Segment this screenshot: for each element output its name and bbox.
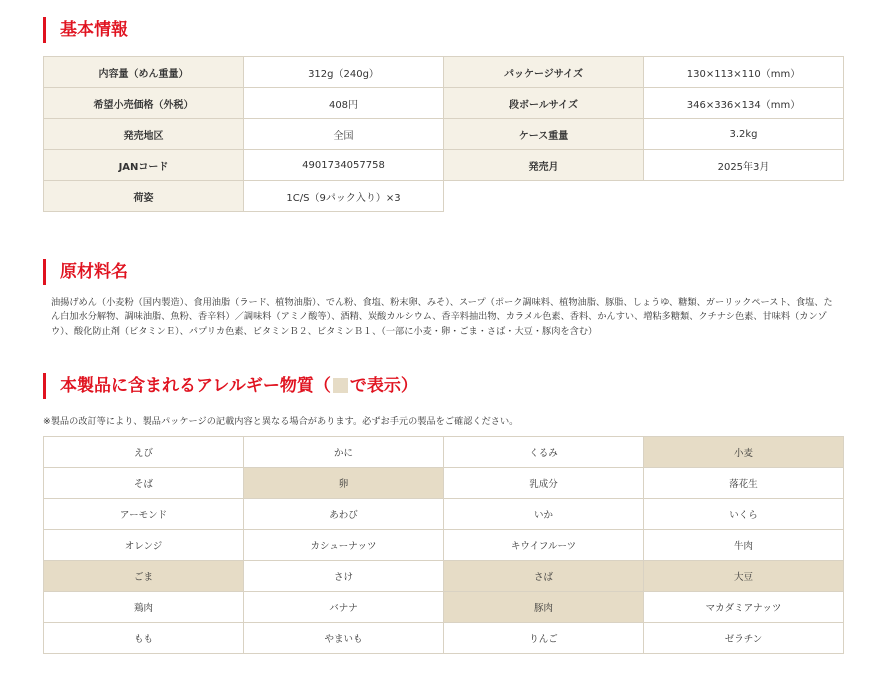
info-row-region	[44, 119, 444, 150]
allergen-row	[44, 437, 844, 468]
allergen-row	[44, 561, 844, 592]
allergen-cell: カシューナッツ	[244, 530, 444, 561]
info-label: パッケージサイズ	[444, 57, 644, 88]
allergen-cell: もも	[44, 623, 244, 654]
basic-info-heading: 基本情報	[43, 17, 128, 43]
allergen-cell: いか	[444, 499, 644, 530]
info-value: 全国	[244, 119, 444, 150]
allergen-cell: 小麦	[644, 437, 844, 468]
info-row-release-month	[444, 150, 844, 181]
allergen-table	[43, 436, 844, 654]
info-row-case-weight	[444, 119, 844, 150]
allergen-cell: かに	[244, 437, 444, 468]
info-label: ケース重量	[444, 119, 644, 150]
info-row-jan-code	[44, 150, 444, 181]
allergen-cell: さけ	[244, 561, 444, 592]
info-value: 130×113×110（mm）	[644, 57, 844, 88]
allergen-cell: 大豆	[644, 561, 844, 592]
highlight-swatch	[333, 378, 348, 393]
allergen-cell: キウイフルーツ	[444, 530, 644, 561]
basic-info-table-left	[43, 56, 444, 212]
allergen-cell: ごま	[44, 561, 244, 592]
allergen-cell: アーモンド	[44, 499, 244, 530]
allergen-cell: やまいも	[244, 623, 444, 654]
basic-info-grid	[43, 56, 843, 212]
info-label: 希望小売価格（外税）	[44, 88, 244, 119]
allergen-row	[44, 499, 844, 530]
allergen-row	[44, 592, 844, 623]
allergen-cell: くるみ	[444, 437, 644, 468]
info-value: 1C/S（9パック入り）×3	[244, 181, 444, 212]
revision-note: ※製品の改訂等により、製品パッケージの記載内容と異なる場合があります。必ずお手元の製品をご確認ください。	[43, 416, 519, 427]
allergen-cell: ゼラチン	[644, 623, 844, 654]
allergen-heading-suffix: で表示）	[349, 376, 418, 396]
info-row-carton-size	[444, 88, 844, 119]
allergen-cell: えび	[44, 437, 244, 468]
allergen-heading	[43, 373, 418, 399]
info-label: 発売地区	[44, 119, 244, 150]
ingredients-heading: 原材料名	[43, 259, 128, 285]
allergen-cell: あわび	[244, 499, 444, 530]
allergen-cell: さば	[444, 561, 644, 592]
allergen-row	[44, 530, 844, 561]
info-value: 4901734057758	[244, 150, 444, 181]
allergen-cell: 卵	[244, 468, 444, 499]
allergen-cell: 乳成分	[444, 468, 644, 499]
info-row-packing	[44, 181, 444, 212]
allergen-row	[44, 623, 844, 654]
allergen-heading-text: 本製品に含まれるアレルギー物質（	[60, 376, 331, 396]
info-label: 荷姿	[44, 181, 244, 212]
info-row-price	[44, 88, 444, 119]
info-value: 312g（240g）	[244, 57, 444, 88]
allergen-row	[44, 468, 844, 499]
info-value: 2025年3月	[644, 150, 844, 181]
ingredients-text: 油揚げめん（小麦粉（国内製造）、食用油脂（ラード、植物油脂）、でん粉、食塩、粉末卵、みそ）、スープ（ポーク調味料、植物油脂、豚脂、しょうゆ、糖類、ガーリックペースト、食塩、たん白加水分解物、調味油脂、魚粉、香辛料）／調味料（アミノ酸等）、酒精、炭酸カルシウム、香辛料抽出物、カラメル色素、香料、かんすい、増粘多糖類、クチナシ色素、甘味料（カンゾウ）、酸化防止剤（ビタミンＥ）、パプリカ色素、ビタミンＢ２、ビタミンＢ１、（一部に小麦・卵・ごま・さば・大豆・豚肉を含む）	[51, 297, 833, 337]
info-label: 段ボールサイズ	[444, 88, 644, 119]
info-value: 3.2kg	[644, 119, 844, 150]
allergen-cell: 豚肉	[444, 592, 644, 623]
allergen-cell: 鶏肉	[44, 592, 244, 623]
allergen-cell: そば	[44, 468, 244, 499]
info-row-content-weight	[44, 57, 444, 88]
info-label: JANコード	[44, 150, 244, 181]
allergen-cell: 落花生	[644, 468, 844, 499]
info-label: 発売月	[444, 150, 644, 181]
basic-info-table-right	[443, 56, 844, 181]
allergen-cell: 牛肉	[644, 530, 844, 561]
allergen-cell: いくら	[644, 499, 844, 530]
allergen-cell: りんご	[444, 623, 644, 654]
allergen-cell: バナナ	[244, 592, 444, 623]
info-value: 408円	[244, 88, 444, 119]
info-row-package-size	[444, 57, 844, 88]
info-value: 346×336×134（mm）	[644, 88, 844, 119]
allergen-cell: オレンジ	[44, 530, 244, 561]
allergen-cell: マカダミアナッツ	[644, 592, 844, 623]
info-label: 内容量（めん重量）	[44, 57, 244, 88]
